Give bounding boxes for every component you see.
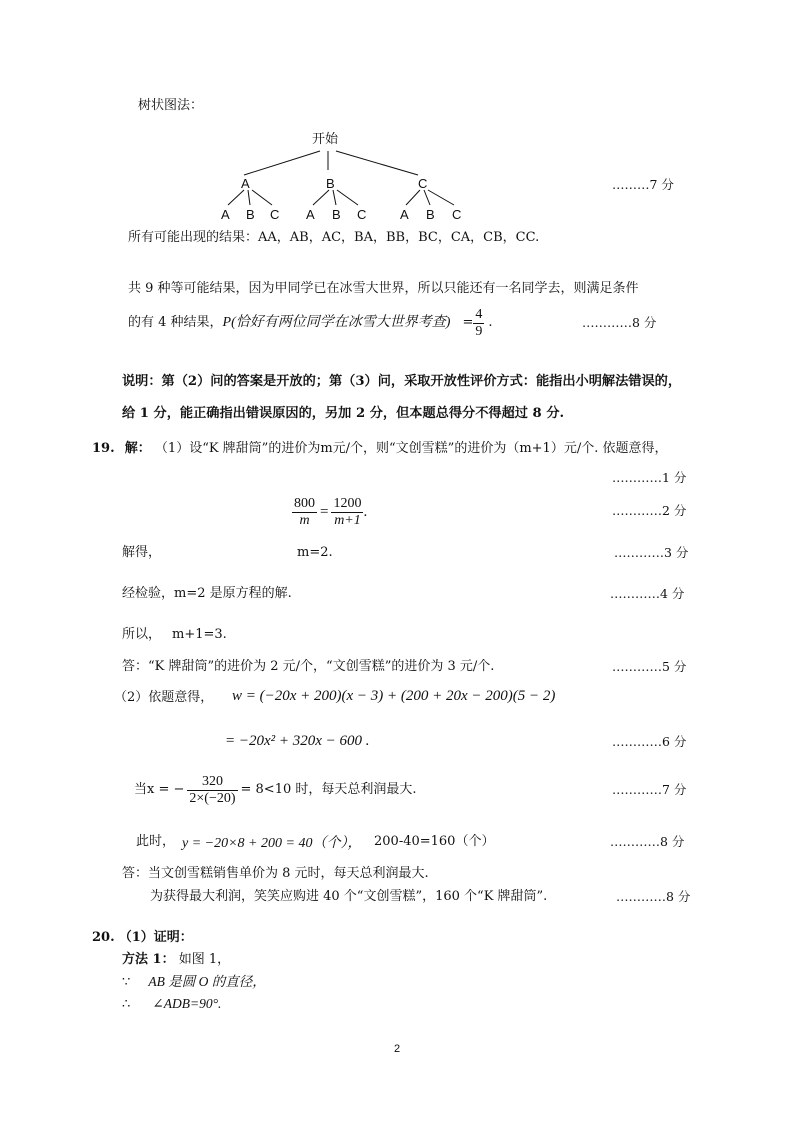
tree-diagram-lines <box>0 0 794 240</box>
tree-leaf: B <box>426 207 435 222</box>
para1-prefix: 的有 4 种结果， <box>128 315 223 330</box>
page-number: 2 <box>394 1043 401 1055</box>
tree-level1-a: A <box>241 176 250 191</box>
q20-number: 20. <box>92 930 115 945</box>
tree-score: ………7 分 <box>612 177 674 192</box>
because-text: AB 是圆 O 的直径， <box>148 974 266 989</box>
part2-expansion: = −20x² + 320x − 600 . <box>225 733 370 749</box>
tree-leaf: C <box>452 207 462 222</box>
q19-line1 <box>92 441 667 457</box>
tree-root-label: 开始 <box>312 131 339 146</box>
method-label: 方法 1： <box>122 952 175 967</box>
q19-score-6: …………6 分 <box>612 734 687 749</box>
period: . <box>488 315 493 330</box>
tree-leaf: C <box>270 207 280 222</box>
note-line2: 给 1 分，能正确指出错误原因的，另加 2 分，但本题总得分不得超过 8 分. <box>122 406 565 421</box>
because-symbol: ∵ <box>122 975 131 990</box>
probability-expression: P(恰好有两位同学在冰雪大世界考查) <box>222 315 451 330</box>
q19-score-2: …………2 分 <box>612 503 687 518</box>
fraction-denominator: 9 <box>475 323 483 339</box>
q19-score-4: …………4 分 <box>610 586 685 601</box>
q19-jie: 解： <box>124 441 151 456</box>
para1-line2 <box>128 303 492 343</box>
q20-proof-label: （1）证明： <box>118 930 193 945</box>
part2-label: （2）依题意得， <box>114 690 214 705</box>
solve-label: 解得， <box>122 545 162 560</box>
para1-score: …………8 分 <box>582 315 657 330</box>
q19-setup: （1）设“K 牌甜筒”的进价为m元/个，则“文创雪糕”的进价为（m+1）元/个. 依题意得， <box>154 441 668 456</box>
at-label: 此时， <box>136 834 176 849</box>
tree-leaf: C <box>357 207 367 222</box>
tree-outcomes: 所有可能出现的结果：AA，AB，AC，BA，BB，BC，CA，CB，CC. <box>128 230 540 245</box>
q19-number: 19. <box>92 441 115 456</box>
check-line: 经检验，m=2 是原方程的解. <box>122 586 292 601</box>
note-line1: 说明：第（2）问的答案是开放的；第（3）问，采取开放性评价方式：能指出小明解法错误的， <box>122 374 682 389</box>
when-prefix: 当x = − <box>134 782 185 797</box>
q19-score-3: …………3 分 <box>614 545 689 560</box>
right-denominator: m+1 <box>334 512 361 528</box>
at-expression: y = −20×8 + 200 = 40（个）， <box>182 836 362 851</box>
tree-leaf: B <box>246 207 255 222</box>
equation-period: . <box>363 503 368 520</box>
when-denominator: 2×(−20) <box>189 790 236 806</box>
q19-score-8a: …………8 分 <box>610 834 685 849</box>
para1-line1: 共 9 种等可能结果，因为甲同学已在冰雪大世界，所以只能还有一名同学去，则满足条件 <box>128 281 639 296</box>
so-label: 所以， <box>122 627 162 642</box>
part2-expression: w = (−20x + 200)(x − 3) + (200 + 20x − 200)(5 − 2) <box>232 688 556 704</box>
q20-line1 <box>92 930 193 946</box>
tree-leaf: A <box>221 207 230 222</box>
tree-leaf: B <box>332 207 341 222</box>
tree-heading: 树状图法： <box>138 98 204 113</box>
answer-2-line2: 为获得最大利润，笑笑应购进 40 个“文创雪糕”，160 个“K 牌甜筒”. <box>150 889 548 904</box>
therefore-text: ∠ADB=90°. <box>152 996 222 1011</box>
because-line <box>122 974 266 991</box>
q19-score-1: …………1 分 <box>612 470 687 485</box>
tree-leaf: A <box>400 207 409 222</box>
so-value: m+1=3. <box>172 627 227 642</box>
tree-level1-c: C <box>418 176 428 191</box>
equation-equals: = <box>320 503 329 520</box>
fraction-numerator: 4 <box>475 306 483 322</box>
q20-method-line <box>122 952 230 968</box>
answer-1: 答：“K 牌甜筒”的进价为 2 元/个，“文创雪糕”的进价为 3 元/个. <box>122 659 495 674</box>
answer-2-line1: 答：当文创雪糕销售单价为 8 元时，每天总利润最大. <box>122 866 429 881</box>
probability-fraction <box>473 307 484 340</box>
equals-sign: = <box>462 315 474 330</box>
right-numerator: 1200 <box>333 495 362 511</box>
when-fraction <box>187 774 237 807</box>
therefore-line <box>122 996 221 1013</box>
method-tail: 如图 1， <box>178 952 231 967</box>
q19-score-8b: …………8 分 <box>616 889 691 904</box>
at-tail: 200-40=160（个） <box>374 834 495 849</box>
equation-right-fraction <box>331 496 363 529</box>
when-suffix: = 8<10 时，每天总利润最大. <box>240 782 417 797</box>
tree-leaf: A <box>306 207 315 222</box>
q19-equation <box>292 492 367 532</box>
tree-level1-b: B <box>326 176 335 191</box>
equation-left-fraction <box>292 496 317 529</box>
left-denominator: m <box>299 512 310 528</box>
left-numerator: 800 <box>294 495 315 511</box>
when-numerator: 320 <box>187 774 237 791</box>
q19-score-7: …………7 分 <box>612 782 687 797</box>
q19-score-5: …………5 分 <box>612 659 687 674</box>
when-line <box>134 770 417 810</box>
therefore-symbol: ∴ <box>122 997 131 1012</box>
solve-value: m=2. <box>297 545 333 560</box>
